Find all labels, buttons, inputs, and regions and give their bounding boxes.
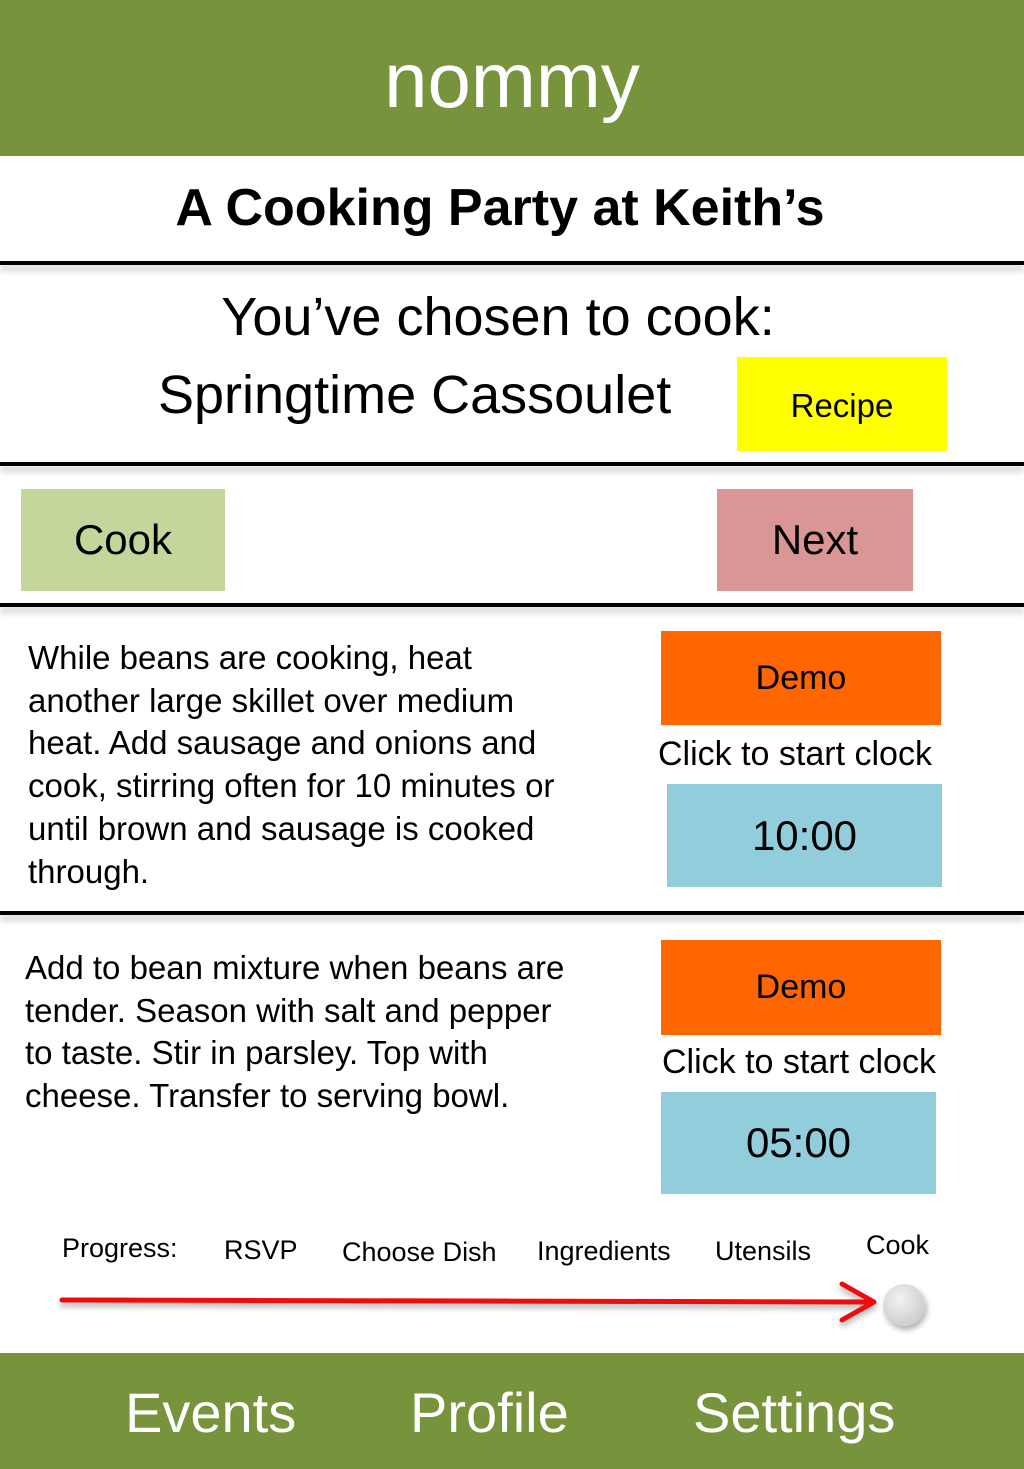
chosen-label: You’ve chosen to cook:: [221, 287, 775, 347]
dish-name: Springtime Cassoulet: [158, 365, 672, 425]
divider: [0, 911, 1024, 915]
progress-step-rsvp: RSVP: [224, 1235, 298, 1265]
nav-events[interactable]: Events: [125, 1381, 297, 1444]
clock-hint: Click to start clock: [658, 735, 932, 773]
timer-button[interactable]: 10:00: [667, 784, 942, 887]
progress-step-cook: Cook: [866, 1230, 930, 1260]
divider: [0, 261, 1024, 265]
step-instructions: While beans are cooking, heat another large skillet over medium heat. Add sausage and onions and cook, stirring often for 10 minutes or until brown and sausage is cooked through.: [28, 639, 555, 890]
demo-button[interactable]: Demo: [661, 940, 941, 1035]
clock-hint: Click to start clock: [662, 1043, 936, 1081]
app-title: nommy: [384, 36, 640, 124]
progress-arrow: [50, 1270, 950, 1340]
divider: [0, 603, 1024, 607]
nav-settings[interactable]: Settings: [693, 1381, 896, 1444]
progress-arrow-shaft: [62, 1300, 872, 1302]
progress-step-ingredients: Ingredients: [537, 1236, 671, 1266]
demo-button[interactable]: Demo: [661, 631, 941, 725]
step-instructions: Add to bean mixture when beans are tender. Season with salt and pepper to taste. Stir in parsley. Top with cheese. Transfer to serving bowl.: [25, 949, 565, 1115]
progress-handle[interactable]: [883, 1284, 925, 1326]
progress-label: Progress:: [62, 1233, 178, 1263]
divider: [0, 462, 1024, 466]
timer-button[interactable]: 05:00: [661, 1092, 936, 1194]
progress-step-choose-dish: Choose Dish: [342, 1237, 497, 1267]
next-button[interactable]: Next: [717, 489, 913, 591]
nav-profile[interactable]: Profile: [410, 1381, 569, 1444]
progress-step-utensils: Utensils: [715, 1236, 812, 1266]
cook-button[interactable]: Cook: [21, 489, 225, 591]
recipe-button[interactable]: Recipe: [737, 357, 947, 451]
page-title: A Cooking Party at Keith’s: [175, 179, 825, 237]
